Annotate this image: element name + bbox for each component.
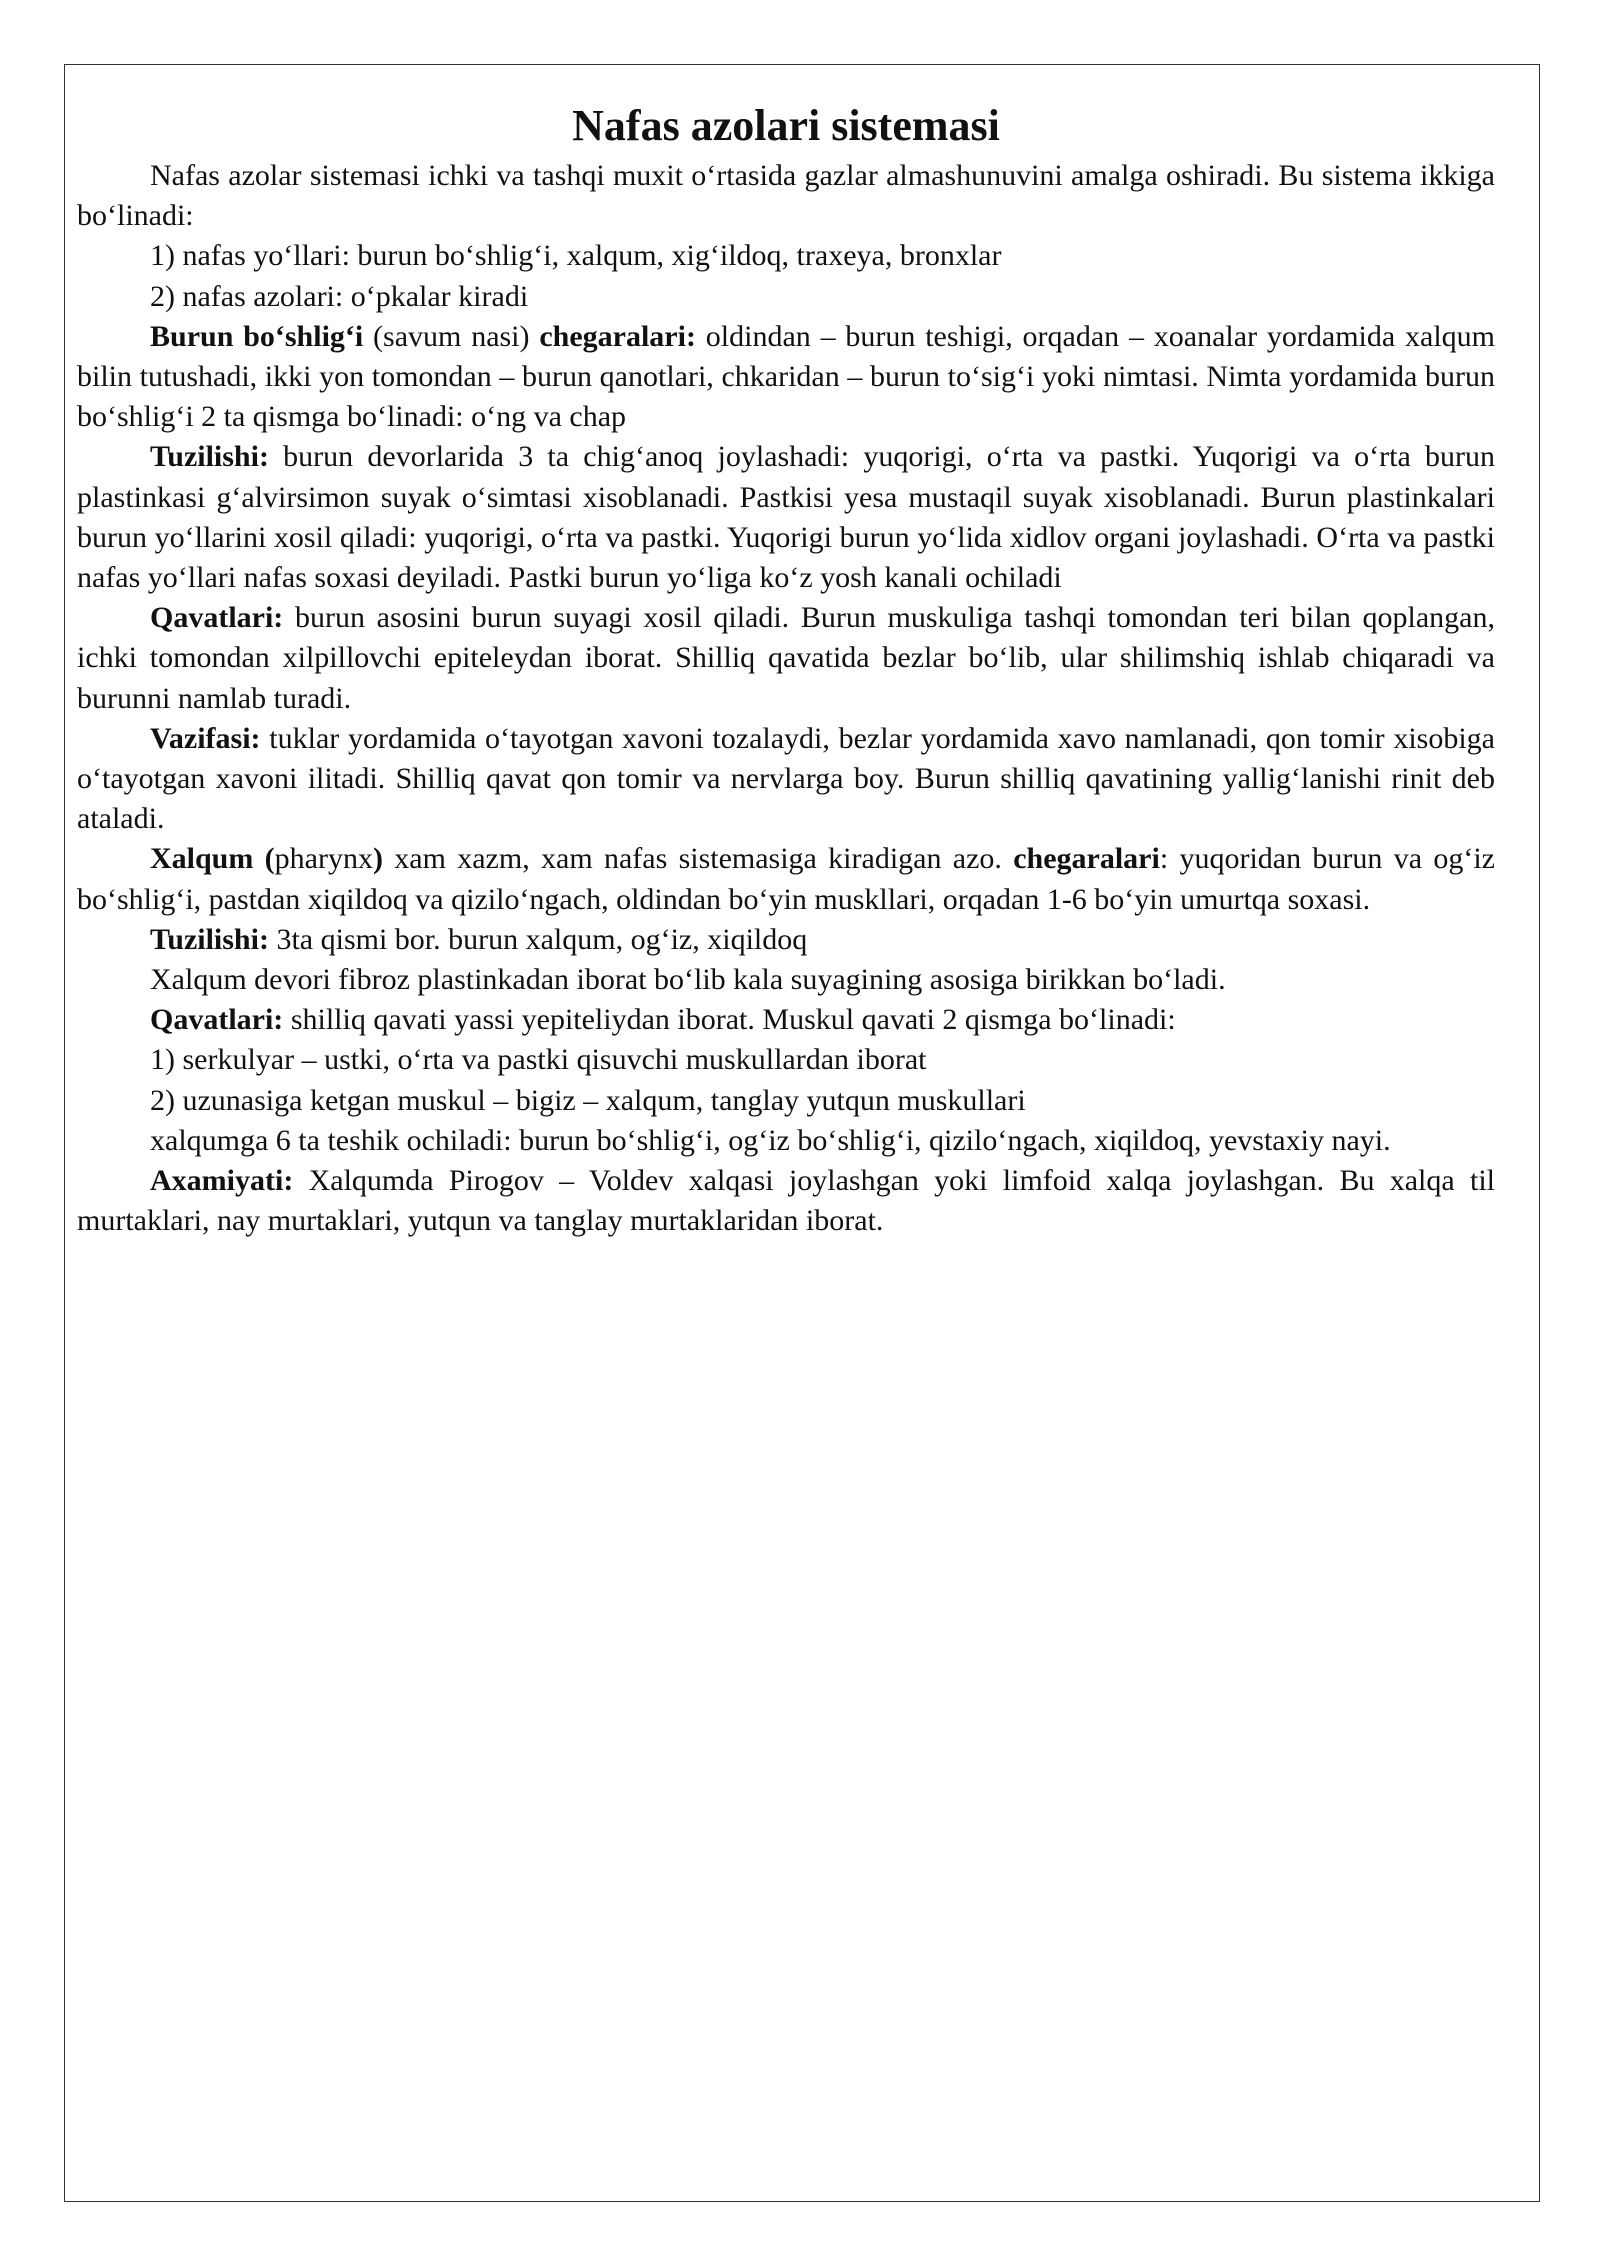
xalqum-paragraph	[77, 839, 1495, 919]
list-item: 1) nafas yo‘llari: burun bo‘shlig‘i, xalqum, xig‘ildoq, traxeya, bronxlar	[150, 239, 1002, 273]
document-body	[77, 100, 1495, 1241]
tuzilishi2-paragraph	[77, 920, 1495, 960]
qavatlari-paragraph	[77, 598, 1495, 719]
axamiyati-paragraph	[77, 1161, 1495, 1241]
section-label: chegaralari	[1013, 842, 1160, 876]
section-label: Axamiyati:	[150, 1164, 294, 1198]
paragraph-text: burun asosini burun suyagi xosil qiladi. Burun muskuliga tashqi tomondan teri bilan qoplangan, ichki tomondan xilpillovchi epiteleydan iborat. Shilliq qavatida bezlar bo‘lib, ular shilimshiq ishlab chiqaradi va burunni namlab turadi.	[77, 601, 1495, 715]
section-heading: Xalqum (	[150, 842, 275, 876]
section-label: Tuzilishi:	[150, 922, 269, 956]
paragraph-text: 3ta qismi bor. burun xalqum, og‘iz, xiqildoq	[268, 922, 808, 956]
paren-close: )	[372, 842, 383, 876]
list-item: 1) serkulyar – ustki, o‘rta va pastki qisuvchi muskullardan iborat	[150, 1043, 927, 1077]
devor-paragraph: Xalqum devori fibroz plastinkadan iborat bo‘lib kala suyagining asosiga birikkan bo‘ladi.	[150, 963, 1226, 997]
section-label: Qavatlari:	[150, 601, 284, 635]
document-title: Nafas azolari sistemasi	[572, 101, 1000, 150]
list-item: 2) uzunasiga ketgan muskul – bigiz – xalqum, tanglay yutqun muskullari	[150, 1083, 1026, 1117]
section-label: Qavatlari:	[150, 1003, 284, 1037]
tuzilishi-paragraph	[77, 437, 1495, 598]
paragraph-text: : yuqoridan burun va og‘iz bo‘shlig‘i, pastdan xiqildoq va qizilo‘ngach, oldindan bo‘yin muskllari, orqadan 1-6 bo‘yin umurtqa soxasi.	[77, 842, 1495, 916]
paragraph-text: burun devorlarida 3 ta chig‘anoq joylashadi: yuqorigi, o‘rta va pastki. Yuqorigi va o‘rta burun plastinkasi g‘alvirsimon suyak o‘simtasi xisoblanadi. Pastkisi yesa mustaqil suyak xisoblanadi. Burun plastinkalari burun yo‘llarini xosil qiladi: yuqorigi, o‘rta va pastki. Yuqorigi burun yo‘lida xidlov organi joylashadi. O‘rta va pastki nafas yo‘llari nafas soxasi deyiladi. Pastki burun yo‘liga ko‘z yosh kanali ochiladi	[77, 440, 1495, 595]
latin-term: (savum nasi)	[363, 319, 540, 353]
paragraph-text: tuklar yordamida o‘tayotgan xavoni tozalaydi, bezlar yordamida xavo namlanadi, qon tomir xisobiga o‘tayotgan xavoni ilitadi. Shilliq qavat qon tomir va nervlarga boy. Burun shilliq qavatining yallig‘lanishi rinit deb ataladi.	[77, 721, 1495, 836]
section-label: chegaralari:	[539, 319, 696, 353]
paragraph-text: xam xazm, xam nafas sistemasiga kiradigan azo.	[382, 842, 1014, 876]
intro-paragraph: Nafas azolar sistemasi ichki va tashqi muxit o‘rtasida gazlar almashunuvini amalga oshiradi. Bu sistema ikkiga bo‘linadi:	[77, 159, 1495, 233]
teshik-paragraph: xalqumga 6 ta teshik ochiladi: burun bo‘shlig‘i, og‘iz bo‘shlig‘i, qizilo‘ngach, xiqildoq, yevstaxiy nayi.	[150, 1123, 1391, 1157]
latin-term: pharynx	[274, 842, 373, 876]
paragraph-text: oldindan – burun teshigi, orqadan – xoanalar yordamida xalqum bilin tutushadi, ikki yon tomondan – burun qanotlari, chkaridan – burun to‘sig‘i yoki nimtasi. Nimta yordamida burun bo‘shlig‘i 2 ta qismga bo‘linadi: o‘ng va chap	[77, 319, 1495, 434]
paragraph-text: Xalqumda Pirogov – Voldev xalqasi joylashgan yoki limfoid xalqa joylashgan. Bu xalqa til murtaklari, nay murtaklari, yutqun va tanglay murtaklaridan iborat.	[77, 1164, 1495, 1238]
section-heading: Burun bo‘shlig‘i	[150, 319, 364, 353]
qavatlari2-paragraph	[77, 1000, 1495, 1040]
burun-paragraph	[77, 317, 1495, 438]
section-label: Tuzilishi:	[150, 440, 269, 474]
list-item: 2) nafas azolari: o‘pkalar kiradi	[150, 279, 529, 313]
vazifasi-paragraph	[77, 719, 1495, 840]
paragraph-text: shilliq qavati yassi yepiteliydan iborat. Muskul qavati 2 qismga bo‘linadi:	[283, 1003, 1176, 1037]
section-label: Vazifasi:	[150, 721, 261, 755]
